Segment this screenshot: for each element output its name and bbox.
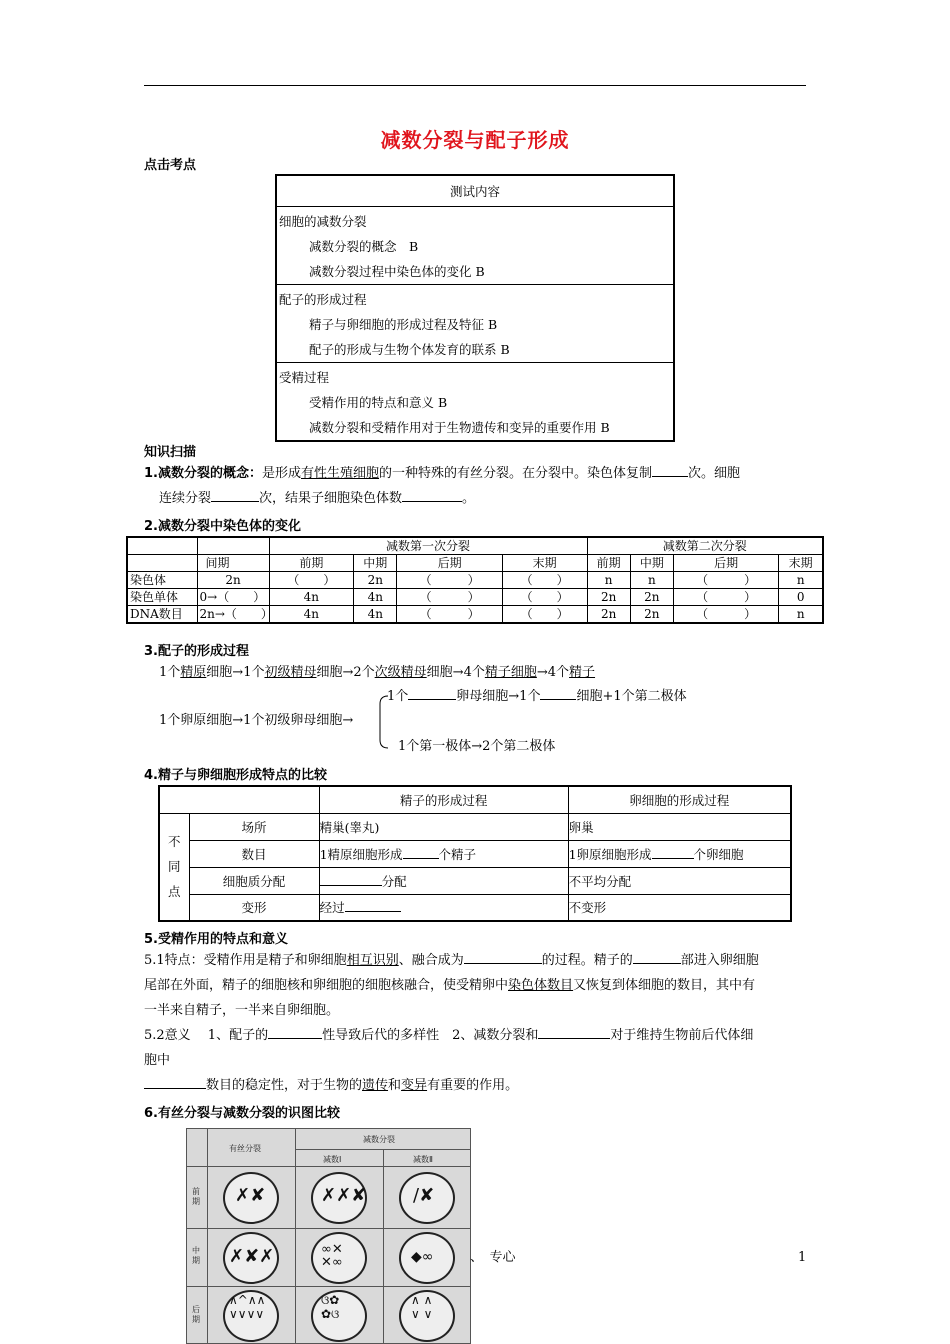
sperm-formation-line bbox=[159, 660, 595, 685]
table-cell[interactable]: （ ） bbox=[397, 606, 502, 624]
column-header: 精子的形成过程 bbox=[319, 786, 568, 813]
row-label: 细胞质分配 bbox=[189, 867, 319, 894]
table-cell: 不变形 bbox=[568, 894, 791, 921]
phase-header: 后期 bbox=[673, 555, 778, 572]
phase-header: 前期 bbox=[269, 555, 354, 572]
group-item: 受精作用的特点和意义 B bbox=[309, 394, 448, 410]
table-cell: 4n bbox=[354, 606, 397, 624]
group-header: 减数第一次分裂 bbox=[269, 537, 587, 555]
text: 1卵原细胞形成 bbox=[568, 846, 652, 862]
table-row bbox=[127, 572, 823, 589]
table-cell[interactable]: （ ） bbox=[673, 589, 778, 606]
chromosome-icon: ଓ✿ ✿ଓ bbox=[321, 1293, 340, 1321]
underlined-term: 变异 bbox=[401, 1078, 428, 1093]
text: 尾部在外面，精子的细胞核和卵细胞的细胞核融合，使受精卵中 bbox=[144, 978, 509, 993]
table-cell[interactable]: 2n→（ ） bbox=[197, 606, 269, 624]
table-cell: 2n bbox=[630, 606, 673, 624]
fill-blank[interactable] bbox=[402, 488, 462, 502]
chromosome-change-table bbox=[126, 536, 824, 624]
phase-header: 末期 bbox=[779, 555, 823, 572]
table-cell[interactable]: 0→（ ） bbox=[197, 589, 269, 606]
egg-formation-bottom: 1个第一极体→2个第二极体 bbox=[398, 739, 556, 754]
section-6-heading: 6.有丝分裂与减数分裂的识图比较 bbox=[144, 1106, 340, 1121]
table-cell: n bbox=[779, 572, 823, 589]
egg-formation-top bbox=[387, 684, 687, 709]
corner-cell bbox=[127, 555, 197, 572]
fill-blank[interactable] bbox=[464, 950, 542, 964]
fill-blank[interactable] bbox=[633, 950, 681, 964]
blank-cell bbox=[197, 537, 269, 555]
table-cell bbox=[319, 840, 568, 867]
table-cell bbox=[319, 867, 568, 894]
table-cell: 4n bbox=[354, 589, 397, 606]
row-label: 染色体 bbox=[127, 572, 197, 589]
chromosome-icon: ✗✘✗ bbox=[229, 1246, 275, 1267]
side-char: 同 bbox=[167, 859, 181, 875]
row-label: 染色单体 bbox=[127, 589, 197, 606]
table-cell[interactable]: （ ） bbox=[502, 572, 587, 589]
text: 分配 bbox=[381, 873, 407, 889]
row-label: 变形 bbox=[189, 894, 319, 921]
group-item: 减数分裂过程中染色体的变化 B bbox=[309, 263, 485, 279]
text: 性导致后代的多样性 2、减数分裂和 bbox=[322, 1028, 539, 1043]
text: 细胞→2个 bbox=[316, 665, 375, 680]
figure-label: 中 期 bbox=[192, 1246, 200, 1265]
section-1 bbox=[144, 461, 809, 486]
table-cell: 4n bbox=[269, 606, 354, 624]
text: 个卵细胞 bbox=[693, 846, 744, 862]
grid-line bbox=[187, 1286, 471, 1287]
underlined-term: 次级精母 bbox=[374, 665, 427, 680]
text: 细胞→4个 bbox=[426, 665, 485, 680]
row-label: 数目 bbox=[189, 840, 319, 867]
text: 是形成 bbox=[261, 466, 301, 481]
fill-blank[interactable] bbox=[268, 1025, 322, 1039]
section-2-heading: 2.减数分裂中染色体的变化 bbox=[144, 519, 301, 534]
text: 。 bbox=[462, 491, 476, 506]
table-cell: n bbox=[779, 606, 823, 624]
text: 的一种特殊的有丝分裂。在分裂中。染色体复制 bbox=[379, 466, 653, 481]
table-cell[interactable]: （ ） bbox=[269, 572, 354, 589]
figure-label: 减数Ⅱ bbox=[413, 1155, 433, 1164]
group-title: 细胞的减数分裂 bbox=[279, 213, 367, 229]
phase-header: 中期 bbox=[630, 555, 673, 572]
phase-header: 间期 bbox=[197, 555, 269, 572]
group-title: 配子的形成过程 bbox=[279, 291, 367, 307]
paragraph bbox=[144, 973, 814, 998]
chromosome-icon: ∞✕ ✕∞ bbox=[321, 1242, 343, 1270]
page-title: 减数分裂与配子形成 bbox=[380, 128, 570, 152]
corner-cell bbox=[159, 786, 319, 813]
chromosome-icon: /✘ bbox=[413, 1185, 435, 1206]
grid-line bbox=[383, 1149, 384, 1344]
group-title: 受精过程 bbox=[279, 369, 330, 385]
underlined-term: 精子 bbox=[569, 665, 596, 680]
underlined-term: 遗传 bbox=[362, 1078, 389, 1093]
text: 经过 bbox=[319, 900, 345, 916]
underlined-term: 精子细胞 bbox=[484, 665, 537, 680]
text: 1个 bbox=[387, 689, 409, 704]
text: 对于维持生物前后代体细 bbox=[610, 1028, 754, 1043]
text: 、融合成为 bbox=[398, 953, 464, 968]
fill-blank[interactable] bbox=[652, 845, 694, 859]
section-heading-points: 点击考点 bbox=[144, 158, 197, 173]
table-row bbox=[127, 589, 823, 606]
section-heading-scan: 知识扫描 bbox=[144, 445, 197, 460]
figure-label: 减数分裂 bbox=[363, 1135, 395, 1144]
fill-blank[interactable] bbox=[540, 686, 576, 700]
page-number: 1 bbox=[798, 1250, 807, 1265]
chromosome-icon: ∧^∧∧ ∨∨∨∨ bbox=[229, 1293, 266, 1321]
figure-label: 后 期 bbox=[192, 1305, 200, 1324]
text: 个精子 bbox=[438, 846, 477, 862]
section-1-line2 bbox=[159, 486, 475, 511]
group-header: 减数第二次分裂 bbox=[587, 537, 823, 555]
fill-blank[interactable] bbox=[345, 898, 401, 912]
table-cell: 2n bbox=[354, 572, 397, 589]
row-label: DNA数目 bbox=[127, 606, 197, 624]
table-cell bbox=[568, 840, 791, 867]
fill-blank[interactable] bbox=[320, 872, 382, 886]
fill-blank[interactable] bbox=[211, 488, 259, 502]
text: 有重要的作用。 bbox=[427, 1078, 519, 1093]
figure-label: 减数Ⅰ bbox=[323, 1155, 342, 1164]
table-header: 测试内容 bbox=[276, 175, 674, 206]
phase-header: 后期 bbox=[397, 555, 502, 572]
table-cell: 2n bbox=[587, 606, 630, 624]
chromosome-icon: ✗✘ bbox=[235, 1185, 266, 1206]
paragraph: 胞中 bbox=[144, 1053, 171, 1068]
underlined-term: 精原 bbox=[180, 665, 207, 680]
text: 5.2意义 1、配子的 bbox=[144, 1028, 269, 1043]
figure-label: 前 期 bbox=[192, 1187, 200, 1206]
chromosome-icon: ✗✗✘ bbox=[321, 1185, 367, 1206]
figure-label: 有丝分裂 bbox=[229, 1144, 261, 1153]
table-group bbox=[276, 284, 674, 362]
section-1-heading: 1.减数分裂的概念： bbox=[144, 466, 262, 481]
underlined-term: 有性生殖细胞 bbox=[301, 466, 380, 481]
text: 细胞→1个 bbox=[206, 665, 265, 680]
text: 5.1特点：受精作用是精子和卵细胞 bbox=[144, 953, 347, 968]
text: 连续分裂 bbox=[159, 491, 212, 506]
table-cell[interactable]: （ ） bbox=[673, 572, 778, 589]
section-4-heading: 4.精子与卵细胞形成特点的比较 bbox=[144, 768, 327, 783]
underlined-term: 相互识别 bbox=[346, 953, 399, 968]
paragraph bbox=[144, 1023, 814, 1048]
group-item: 减数分裂的概念 B bbox=[309, 238, 419, 254]
table-cell: n bbox=[630, 572, 673, 589]
table-cell: 不平均分配 bbox=[568, 867, 791, 894]
table-cell[interactable]: （ ） bbox=[502, 589, 587, 606]
comparison-table bbox=[158, 785, 792, 922]
group-item: 配子的形成与生物个体发育的联系 B bbox=[309, 341, 510, 357]
corner-cell bbox=[127, 537, 197, 555]
chromosome-icon: ◆∞ bbox=[411, 1249, 434, 1265]
phase-header: 中期 bbox=[354, 555, 397, 572]
text: 细胞+1个第二极体 bbox=[576, 689, 687, 704]
group-item: 精子与卵细胞的形成过程及特征 B bbox=[309, 316, 498, 332]
table-cell: n bbox=[587, 572, 630, 589]
grid-line bbox=[295, 1129, 296, 1344]
underlined-term: 染色体数目 bbox=[508, 978, 574, 993]
table-row bbox=[127, 606, 823, 624]
row-label: 场所 bbox=[189, 813, 319, 840]
cell-division-figure bbox=[186, 1128, 471, 1344]
fill-blank[interactable] bbox=[403, 845, 439, 859]
group-item: 减数分裂和受精作用对于生物遗传和变异的重要作用 B bbox=[309, 419, 610, 435]
text: 的过程。精子的 bbox=[541, 953, 633, 968]
text: 次。细胞 bbox=[688, 466, 741, 481]
text: 和 bbox=[388, 1078, 402, 1093]
fill-blank[interactable] bbox=[538, 1025, 610, 1039]
test-content-table bbox=[275, 174, 675, 442]
fill-blank[interactable] bbox=[408, 686, 456, 700]
table-group bbox=[276, 206, 674, 284]
underlined-term: 初级精母 bbox=[264, 665, 317, 680]
fill-blank[interactable] bbox=[144, 1075, 206, 1089]
table-cell: 卵巢 bbox=[568, 813, 791, 840]
table-cell[interactable]: （ ） bbox=[673, 606, 778, 624]
text: 部进入卵细胞 bbox=[680, 953, 759, 968]
grid-line bbox=[187, 1166, 471, 1167]
table-cell: 2n bbox=[587, 589, 630, 606]
paragraph bbox=[144, 1073, 814, 1098]
phase-header: 前期 bbox=[587, 555, 630, 572]
grid-line bbox=[295, 1149, 471, 1150]
header-rule bbox=[144, 85, 806, 86]
grid-line bbox=[187, 1228, 471, 1229]
text: 1个 bbox=[159, 665, 181, 680]
table-cell[interactable]: （ ） bbox=[502, 606, 587, 624]
side-label bbox=[159, 813, 189, 921]
section-5-heading: 5.受精作用的特点和意义 bbox=[144, 932, 288, 947]
side-char: 点 bbox=[167, 884, 181, 900]
column-header: 卵细胞的形成过程 bbox=[568, 786, 791, 813]
grid-line bbox=[207, 1129, 208, 1344]
phase-header: 末期 bbox=[502, 555, 587, 572]
paragraph: 一半来自精子，一半来自卵细胞。 bbox=[144, 1003, 340, 1018]
section-3-heading: 3.配子的形成过程 bbox=[144, 644, 249, 659]
table-cell[interactable]: （ ） bbox=[397, 572, 502, 589]
chromosome-icon: ∧ ∧ ∨ ∨ bbox=[411, 1293, 433, 1321]
footer-text: 、 专心 bbox=[470, 1250, 516, 1265]
text: 卵母细胞→1个 bbox=[456, 689, 541, 704]
table-group bbox=[276, 362, 674, 441]
table-cell: 2n bbox=[197, 572, 269, 589]
table-cell: 精巢(睾丸) bbox=[319, 813, 568, 840]
text: 次，结果子细胞染色体数 bbox=[259, 491, 403, 506]
side-char: 不 bbox=[167, 834, 181, 850]
text: 数目的稳定性，对于生物的 bbox=[206, 1078, 363, 1093]
table-cell[interactable]: （ ） bbox=[397, 589, 502, 606]
egg-formation-left: 1个卵原细胞→1个初级卵母细胞→ bbox=[159, 713, 354, 728]
text: →4个 bbox=[536, 665, 570, 680]
table-cell: 0 bbox=[779, 589, 823, 606]
fill-blank[interactable] bbox=[652, 463, 688, 477]
table-cell: 4n bbox=[269, 589, 354, 606]
paragraph bbox=[144, 948, 814, 973]
text: 又恢复到体细胞的数目，其中有 bbox=[573, 978, 756, 993]
table-cell: 2n bbox=[630, 589, 673, 606]
text: 1精原细胞形成 bbox=[319, 846, 403, 862]
table-cell bbox=[319, 894, 568, 921]
